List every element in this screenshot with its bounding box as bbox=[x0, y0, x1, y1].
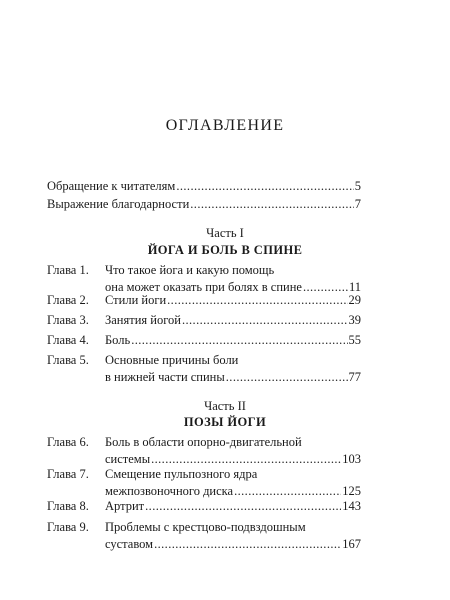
chapter-title-line: Занятия йогой bbox=[105, 313, 181, 327]
entry-page-number: 77 bbox=[348, 370, 361, 384]
entry-page-number: 29 bbox=[348, 293, 361, 307]
chapter-number: Глава 4. bbox=[47, 333, 89, 347]
part-label: Часть I bbox=[206, 226, 244, 240]
dot-leader bbox=[226, 369, 348, 386]
entry-page-number: 11 bbox=[348, 280, 361, 294]
chapter-title-line: Проблемы с крестцово-подвздошным bbox=[105, 520, 306, 534]
entry-page-number: 125 bbox=[342, 484, 361, 498]
chapter-number: Глава 8. bbox=[47, 499, 89, 513]
toc-chapter-entry bbox=[47, 466, 361, 500]
dot-leader bbox=[154, 536, 341, 553]
dot-leader bbox=[190, 195, 353, 213]
entry-page-number: 167 bbox=[342, 537, 361, 551]
chapter-title-line: Боль в области опорно-двигательной bbox=[105, 435, 302, 449]
entry-title: Обращение к читателям bbox=[47, 179, 176, 193]
entry-page-number: 55 bbox=[348, 333, 361, 347]
chapter-title-line: Стили йоги bbox=[105, 293, 167, 307]
chapter-title-line: Смещение пульпозного ядра bbox=[105, 467, 258, 481]
toc-chapter-entry bbox=[47, 262, 361, 296]
toc-chapter-entry bbox=[47, 332, 361, 349]
part-title: ЙОГА И БОЛЬ В СПИНЕ bbox=[147, 243, 303, 257]
entry-page-number: 103 bbox=[342, 452, 361, 466]
chapter-number: Глава 5. bbox=[47, 353, 89, 367]
toc-chapter-entry bbox=[47, 498, 361, 515]
chapter-number: Глава 9. bbox=[47, 520, 89, 534]
toc-chapter-entry bbox=[47, 312, 361, 329]
chapter-number: Глава 7. bbox=[47, 467, 89, 481]
entry-page-number: 143 bbox=[342, 499, 361, 513]
chapter-title-line: Боль bbox=[105, 333, 131, 347]
chapter-number: Глава 6. bbox=[47, 435, 89, 449]
dot-leader bbox=[182, 312, 348, 329]
dot-leader bbox=[145, 498, 341, 515]
toc-chapter-entry bbox=[47, 292, 361, 309]
entry-page-number: 5 bbox=[354, 179, 361, 193]
chapter-title-line: системы bbox=[105, 452, 151, 466]
chapter-number: Глава 2. bbox=[47, 293, 89, 307]
dot-leader bbox=[167, 292, 347, 309]
toc-entry-front bbox=[47, 195, 361, 213]
chapter-number: Глава 3. bbox=[47, 313, 89, 327]
part-label: Часть II bbox=[204, 399, 246, 413]
toc-chapter-entry bbox=[47, 434, 361, 468]
chapter-title-line: Основные причины боли bbox=[105, 353, 239, 367]
entry-page-number: 7 bbox=[354, 197, 361, 211]
entry-page-number: 39 bbox=[348, 313, 361, 327]
dot-leader bbox=[176, 177, 353, 195]
toc-chapter-entry bbox=[47, 519, 361, 553]
part-title: ПОЗЫ ЙОГИ bbox=[183, 415, 267, 429]
chapter-title-line: суставом bbox=[105, 537, 154, 551]
chapter-title-line: она может оказать при болях в спине bbox=[105, 280, 302, 294]
chapter-number: Глава 1. bbox=[47, 263, 89, 277]
chapter-title-line: Артрит bbox=[105, 499, 145, 513]
dot-leader bbox=[131, 332, 347, 349]
entry-title: Выражение благодарности bbox=[47, 197, 190, 211]
chapter-title-line: межпозвоночного диска bbox=[105, 484, 234, 498]
toc-title: ОГЛАВЛЕНИЕ bbox=[165, 117, 285, 134]
chapter-title-line: Что такое йога и какую помощь bbox=[105, 263, 275, 277]
toc-entry-front bbox=[47, 177, 361, 195]
toc-chapter-entry bbox=[47, 352, 361, 386]
chapter-title-line: в нижней части спины bbox=[105, 370, 225, 384]
